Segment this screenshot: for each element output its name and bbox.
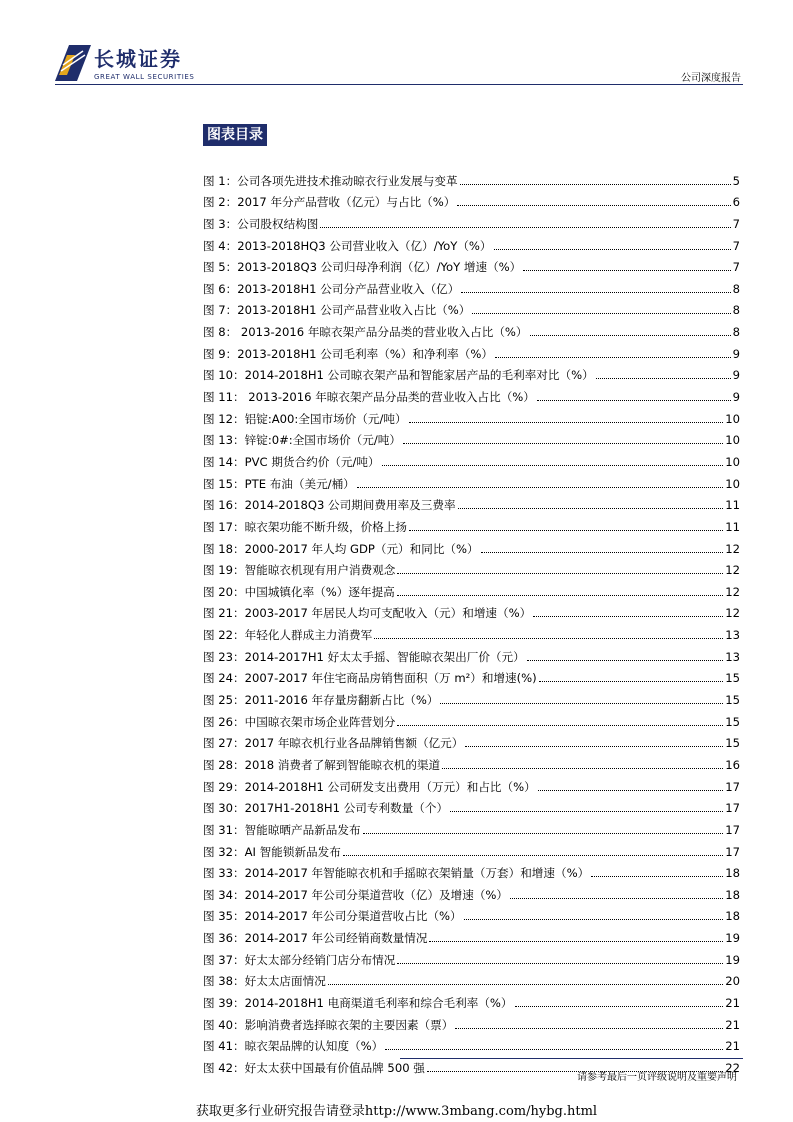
toc-entry-page: 12 bbox=[725, 584, 740, 599]
toc-leader-dots bbox=[472, 313, 730, 314]
toc-entry-label: 图 41：晾衣架品牌的认知度（%） bbox=[203, 1039, 384, 1054]
toc-entry[interactable] bbox=[203, 1032, 740, 1054]
toc-leader-dots bbox=[385, 1049, 723, 1050]
toc-entry-page: 17 bbox=[725, 844, 740, 859]
toc-entry-page: 10 bbox=[725, 411, 740, 426]
toc-entry-label: 图 24：2007-2017 年住宅商品房销售面积（万 m²）和增速(%) bbox=[203, 671, 537, 686]
toc-entry-page: 16 bbox=[725, 757, 740, 772]
toc-entry[interactable] bbox=[203, 750, 740, 772]
toc-entry-page: 20 bbox=[725, 974, 740, 989]
toc-entry[interactable] bbox=[203, 620, 740, 642]
toc-entry-label: 图 1：公司各项先进技术推动晾衣行业发展与变革 bbox=[203, 173, 458, 188]
toc-entry-label: 图 4：2013-2018HQ3 公司营业收入（亿）/YoY（%） bbox=[203, 238, 492, 253]
toc-entry-label: 图 28：2018 消费者了解到智能晾衣机的渠道 bbox=[203, 757, 441, 772]
toc-leader-dots bbox=[409, 530, 723, 531]
toc-entry-page: 13 bbox=[725, 628, 740, 643]
toc-entry[interactable] bbox=[203, 339, 740, 361]
toc-entry-page: 7 bbox=[732, 216, 740, 231]
toc-leader-dots bbox=[494, 249, 731, 250]
toc-entry-label: 图 29：2014-2018H1 公司研发支出费用（万元）和占比（%） bbox=[203, 779, 536, 794]
toc-leader-dots bbox=[510, 898, 723, 899]
toc-leader-dots bbox=[357, 487, 723, 488]
toc-leader-dots bbox=[461, 292, 730, 293]
toc-entry-page: 7 bbox=[732, 260, 740, 275]
toc-leader-dots bbox=[481, 552, 724, 553]
toc-entry[interactable] bbox=[203, 209, 740, 231]
report-type-label: 公司深度报告 bbox=[681, 73, 741, 84]
toc-entry-label: 图 10：2014-2018H1 公司晾衣架产品和智能家居产品的毛利率对比（%） bbox=[203, 368, 594, 383]
toc-leader-dots bbox=[429, 941, 723, 942]
toc-leader-dots bbox=[403, 443, 723, 444]
footer-divider bbox=[400, 1058, 743, 1059]
toc-entry-page: 11 bbox=[725, 498, 740, 513]
toc-entry-label: 图 19：智能晾衣机现有用户消费观念 bbox=[203, 563, 396, 578]
toc-entry[interactable] bbox=[203, 772, 740, 794]
toc-entry[interactable] bbox=[203, 923, 740, 945]
toc-entry[interactable] bbox=[203, 815, 740, 837]
toc-entry-label: 图 20：中国城镇化率（%）逐年提高 bbox=[203, 584, 395, 599]
toc-entry-page: 19 bbox=[725, 931, 740, 946]
toc-list bbox=[203, 166, 740, 1075]
toc-entry[interactable] bbox=[203, 707, 740, 729]
toc-entry[interactable] bbox=[203, 253, 740, 275]
toc-entry-label: 图 7：2013-2018H1 公司产品营业收入占比（%） bbox=[203, 303, 471, 318]
toc-entry-page: 17 bbox=[725, 801, 740, 816]
toc-entry-label: 图 8： 2013-2016 年晾衣架产品分品类的营业收入占比（%） bbox=[203, 325, 528, 340]
toc-entry[interactable] bbox=[203, 1010, 740, 1032]
toc-entry[interactable] bbox=[203, 361, 740, 383]
toc-entry-label: 图 26：中国晾衣架市场企业阵营划分 bbox=[203, 714, 396, 729]
toc-leader-dots bbox=[523, 270, 730, 271]
toc-entry-page: 8 bbox=[732, 303, 740, 318]
toc-entry[interactable] bbox=[203, 642, 740, 664]
toc-entry[interactable] bbox=[203, 685, 740, 707]
toc-entry[interactable] bbox=[203, 491, 740, 513]
toc-entry-label: 图 22：年轻化人群成主力消费军 bbox=[203, 628, 373, 643]
toc-leader-dots bbox=[320, 227, 730, 228]
toc-entry[interactable] bbox=[203, 166, 740, 188]
toc-leader-dots bbox=[495, 357, 731, 358]
toc-entry-label: 图 34：2014-2017 年公司分渠道营收（亿）及增速（%） bbox=[203, 887, 509, 902]
toc-entry-label: 图 2：2017 年分产品营收（亿元）与占比（%） bbox=[203, 195, 456, 210]
toc-leader-dots bbox=[397, 963, 723, 964]
toc-entry-page: 12 bbox=[725, 606, 740, 621]
toc-entry-page: 18 bbox=[725, 866, 740, 881]
toc-entry[interactable] bbox=[203, 556, 740, 578]
toc-entry-page: 9 bbox=[732, 368, 740, 383]
logo-english-name: GREAT WALL SECURITIES bbox=[94, 73, 195, 81]
toc-leader-dots bbox=[397, 595, 723, 596]
toc-entry-page: 10 bbox=[725, 454, 740, 469]
toc-entry-label: 图 27：2017 年晾衣机行业各品牌销售额（亿元） bbox=[203, 736, 464, 751]
toc-entry-label: 图 32：AI 智能锁新品发布 bbox=[203, 844, 341, 859]
toc-entry-label: 图 18：2000-2017 年人均 GDP（元）和同比（%） bbox=[203, 541, 479, 556]
toc-entry-page: 17 bbox=[725, 822, 740, 837]
toc-entry-page: 13 bbox=[725, 649, 740, 664]
toc-entry-label: 图 25：2011-2016 年存量房翻新占比（%） bbox=[203, 693, 439, 708]
page-header bbox=[0, 0, 793, 92]
toc-entry-label: 图 3：公司股权结构图 bbox=[203, 216, 319, 231]
toc-entry[interactable] bbox=[203, 447, 740, 469]
toc-entry-page: 10 bbox=[725, 476, 740, 491]
toc-entry-page: 8 bbox=[732, 325, 740, 340]
footer-promo-link[interactable]: 获取更多行业研究报告请登录http://www.3mbang.com/hybg.html bbox=[195, 1104, 598, 1119]
toc-entry-page: 15 bbox=[725, 693, 740, 708]
toc-leader-dots bbox=[539, 681, 724, 682]
toc-entry-page: 18 bbox=[725, 909, 740, 924]
toc-title: 图表目录 bbox=[203, 124, 267, 146]
toc-entry-page: 15 bbox=[725, 714, 740, 729]
toc-entry[interactable] bbox=[203, 794, 740, 816]
toc-entry-label: 图 40：影响消费者选择晾衣架的主要因素（票） bbox=[203, 1017, 454, 1032]
toc-entry-label: 图 36：2014-2017 年公司经销商数量情况 bbox=[203, 931, 428, 946]
toc-entry-page: 8 bbox=[732, 281, 740, 296]
toc-entry[interactable] bbox=[203, 512, 740, 534]
toc-entry-page: 9 bbox=[732, 390, 740, 405]
toc-entry-label: 图 37：好太太部分经销门店分布情况 bbox=[203, 952, 396, 967]
toc-entry[interactable] bbox=[203, 577, 740, 599]
toc-entry[interactable] bbox=[203, 231, 740, 253]
toc-leader-dots bbox=[450, 811, 723, 812]
toc-entry[interactable] bbox=[203, 404, 740, 426]
toc-leader-dots bbox=[460, 184, 731, 185]
toc-entry-page: 12 bbox=[725, 563, 740, 578]
toc-leader-dots bbox=[527, 660, 724, 661]
toc-entry-page: 15 bbox=[725, 671, 740, 686]
toc-entry-page: 19 bbox=[725, 952, 740, 967]
toc-leader-dots bbox=[465, 746, 723, 747]
toc-leader-dots bbox=[533, 616, 723, 617]
toc-entry[interactable] bbox=[203, 599, 740, 621]
toc-entry-label: 图 39：2014-2018H1 电商渠道毛利率和综合毛利率（%） bbox=[203, 995, 513, 1010]
toc-entry-page: 21 bbox=[725, 1039, 740, 1054]
toc-entry-label: 图 15：PTE 布油（美元/桶） bbox=[203, 476, 355, 491]
toc-entry-label: 图 23：2014-2017H1 好太太手摇、智能晾衣架出厂价（元） bbox=[203, 649, 525, 664]
toc-entry-label: 图 5：2013-2018Q3 公司归母净利润（亿）/YoY 增速（%） bbox=[203, 260, 522, 275]
toc-entry[interactable] bbox=[203, 902, 740, 924]
toc-entry-label: 图 38：好太太店面情况 bbox=[203, 974, 326, 989]
toc-entry-label: 图 35：2014-2017 年公司分渠道营收占比（%） bbox=[203, 909, 462, 924]
toc-entry-label: 图 12：铝锭:A00:全国市场价（元/吨） bbox=[203, 411, 407, 426]
toc-entry[interactable] bbox=[203, 945, 740, 967]
toc-entry[interactable] bbox=[203, 880, 740, 902]
toc-entry-page: 5 bbox=[732, 173, 740, 188]
toc-leader-dots bbox=[596, 378, 731, 379]
toc-leader-dots bbox=[397, 725, 723, 726]
toc-entry-page: 9 bbox=[732, 346, 740, 361]
toc-entry[interactable] bbox=[203, 469, 740, 491]
footer-disclaimer: 请参考最后一页评级说明及重要声明 bbox=[577, 1072, 737, 1083]
toc-entry-page: 11 bbox=[725, 519, 740, 534]
toc-entry[interactable] bbox=[203, 317, 740, 339]
toc-entry-label: 图 30：2017H1-2018H1 公司专利数量（个） bbox=[203, 801, 449, 816]
toc-entry-page: 21 bbox=[725, 1017, 740, 1032]
toc-entry[interactable] bbox=[203, 664, 740, 686]
toc-entry-label: 图 9：2013-2018H1 公司毛利率（%）和净利率（%） bbox=[203, 346, 493, 361]
toc-leader-dots bbox=[530, 335, 731, 336]
toc-entry[interactable] bbox=[203, 534, 740, 556]
toc-leader-dots bbox=[374, 638, 723, 639]
toc-entry-page: 22 bbox=[725, 1060, 740, 1075]
toc-entry-page: 6 bbox=[732, 195, 740, 210]
header-divider bbox=[55, 84, 743, 85]
toc-entry[interactable] bbox=[203, 837, 740, 859]
toc-leader-dots bbox=[328, 984, 723, 985]
toc-entry-page: 12 bbox=[725, 541, 740, 556]
toc-leader-dots bbox=[343, 855, 723, 856]
toc-entry-label: 图 17：晾衣架功能不断升级，价格上扬 bbox=[203, 519, 407, 534]
toc-entry-label: 图 11： 2013-2016 年晾衣架产品分品类的营业收入占比（%） bbox=[203, 390, 535, 405]
toc-entry-label: 图 33：2014-2017 年智能晾衣机和手摇晾衣架销量（万套）和增速（%） bbox=[203, 866, 590, 881]
great-wall-logo-icon bbox=[55, 45, 91, 81]
toc-entry-page: 18 bbox=[725, 887, 740, 902]
toc-leader-dots bbox=[464, 919, 724, 920]
toc-entry[interactable] bbox=[203, 426, 740, 448]
toc-leader-dots bbox=[409, 422, 724, 423]
toc-entry-label: 图 16：2014-2018Q3 公司期间费用率及三费率 bbox=[203, 498, 456, 513]
toc-entry-label: 图 31：智能晾晒产品新品发布 bbox=[203, 822, 361, 837]
toc-entry-page: 7 bbox=[732, 238, 740, 253]
toc-leader-dots bbox=[457, 205, 730, 206]
toc-leader-dots bbox=[537, 400, 731, 401]
toc-entry[interactable] bbox=[203, 382, 740, 404]
toc-entry-label: 图 42：好太太获中国最有价值品牌 500 强 bbox=[203, 1060, 425, 1075]
toc-leader-dots bbox=[397, 573, 723, 574]
toc-entry-label: 图 14：PVC 期货合约价（元/吨） bbox=[203, 454, 380, 469]
toc-entry[interactable] bbox=[203, 967, 740, 989]
toc-entry-page: 10 bbox=[725, 433, 740, 448]
toc-entry[interactable] bbox=[203, 859, 740, 881]
toc-entry[interactable] bbox=[203, 274, 740, 296]
toc-entry-label: 图 21：2003-2017 年居民人均可支配收入（元）和增速（%） bbox=[203, 606, 532, 621]
toc-leader-dots bbox=[440, 703, 723, 704]
toc-entry-page: 15 bbox=[725, 736, 740, 751]
toc-leader-dots bbox=[382, 465, 724, 466]
toc-leader-dots bbox=[458, 508, 724, 509]
toc-entry-page: 21 bbox=[725, 995, 740, 1010]
toc-entry-label: 图 6：2013-2018H1 公司分产品营业收入（亿） bbox=[203, 281, 460, 296]
toc-leader-dots bbox=[591, 876, 723, 877]
toc-leader-dots bbox=[538, 790, 724, 791]
toc-leader-dots bbox=[455, 1028, 723, 1029]
logo-chinese-name: 长城证券 bbox=[94, 47, 182, 71]
toc-leader-dots bbox=[363, 833, 724, 834]
toc-entry-label: 图 13：锌锭:0#:全国市场价（元/吨） bbox=[203, 433, 401, 448]
toc-leader-dots bbox=[442, 768, 723, 769]
toc-entry-page: 17 bbox=[725, 779, 740, 794]
toc-leader-dots bbox=[515, 1006, 724, 1007]
toc-entry[interactable] bbox=[203, 188, 740, 210]
toc-entry[interactable] bbox=[203, 988, 740, 1010]
toc-entry[interactable] bbox=[203, 729, 740, 751]
toc-entry[interactable] bbox=[203, 296, 740, 318]
